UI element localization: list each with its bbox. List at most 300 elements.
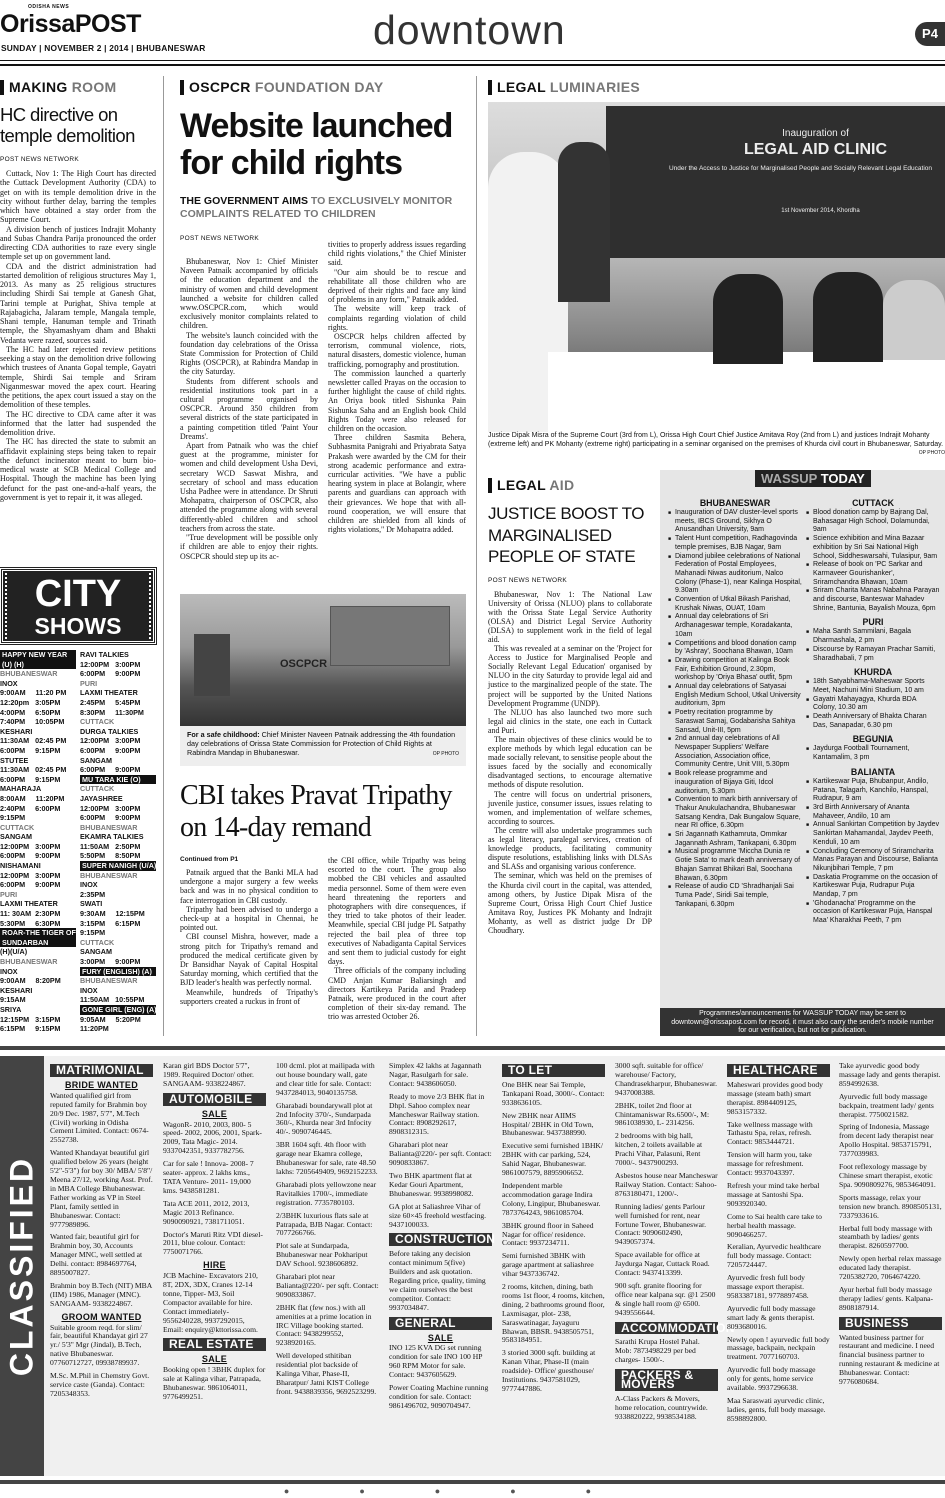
showtime-row: DURGA TALKIES — [80, 726, 139, 736]
showtime-row: 9:00AM 8:20PM — [0, 976, 61, 986]
city-heading: PURI — [862, 617, 884, 628]
city-heading: BHUBANESWAR — [699, 498, 771, 508]
event-item: ■ Gayatri Mahayagya, Khurda BDA Colony, 10.30 am — [806, 696, 940, 713]
section-tag-legal — [488, 80, 640, 95]
classified-rule — [0, 1046, 945, 1050]
event-item: ■ Competitions and blood donation camp by 'Ashray', Soochana Bhawan, 10am — [668, 640, 802, 657]
showtime-row: SANGAM — [80, 947, 112, 957]
paragraph: The main objectives of these clinics would be to explore methods by which legal education can be made socially relevant, to sensitise people about the issues faced by the socially and economically disadvantaged sections, to encourage alternative methods of dispute resolution. — [488, 735, 652, 790]
showtime-row: SUPER NANIGH (U/A) — [82, 861, 157, 871]
byline: POST NEWS NETWORK — [180, 235, 260, 242]
event-item: ■ Blood donation camp by Bajrang Dal, Bahasagar High School, Dolamundai, 9am — [806, 509, 940, 535]
paragraph: Tripathy had been advised to undergo a check-up at a hospital in Chennai, he pointed out. — [180, 904, 318, 933]
showtime-row: KESHARI — [0, 985, 33, 995]
paragraph: CBI counsel Mishra, however, made a strong pitch for Tripathy's remand and produced the medical certificate given by Dr Bansidhar Nayak of Capital Hospital Saturday morning, which certified that the BJD leader's health was perfectly normal. — [180, 932, 318, 988]
classified-section — [0, 1056, 945, 1476]
classified-column — [50, 1062, 153, 1403]
paragraph: tivities to properly address issues regarding child rights violations," the Chief Minister said. — [328, 240, 466, 268]
classified-category: CONSTRUCTION — [389, 1233, 492, 1246]
oscpcr-caption — [180, 726, 466, 766]
paragraph: "True development will be possible only if children are able to enjoy their rights. OSCPCR should step up its ac- — [180, 533, 318, 561]
city-heading: CUTTACK — [852, 498, 894, 508]
showtime-row: 6:00PM 9:00PM — [80, 669, 141, 679]
classified-ad: WagonR- 2010, 2003, 800- 5 speed- 2002, 2006, 2001, Spark- 2009, Tata Magic- 2014. 9337042351, 9337782756. — [163, 1119, 262, 1156]
classified-column — [163, 1062, 266, 1406]
showtime-row: 9:15AM — [0, 995, 26, 1005]
showtime-row: INOX — [0, 678, 18, 688]
article-headline: Website launched for child rights — [180, 107, 453, 182]
showtime-row: 9:15PM — [0, 813, 26, 823]
paragraph: Bhubaneswar, Nov 1: Chief Minister Naveen Patnaik accompanied by officials of the education department and the ministry of women and child development launched a website for children called www.OSCPCR.com, which would exclusively monitor complaints related to children. — [180, 257, 318, 331]
classified-ad: 2BHK, toilet 2nd floor at Chintamaniswar Rs.6500/-, M: 9861038930, L- 2314256. — [615, 1100, 710, 1128]
wassup-left-col — [668, 494, 802, 909]
showtime-row: BHUBANESWAR — [80, 976, 138, 986]
masthead-rule — [0, 60, 945, 61]
event-list — [806, 628, 940, 663]
classified-ad: Refresh your mind take herbal massage at Santoshi Spa. 9093920340. — [727, 1180, 820, 1208]
classified-ad: JCB Machine- Excavators 210, 8T, 2DX, 3DX, Cranes 12-14 tonne, Tipper- M3, Soil Compactor available for hire. Contact immediately- 9556240228, 9937292015, Email: enquiry@kttorissa.com. — [163, 1271, 258, 1334]
showtime-row: 12:15PM 3:15PM — [0, 1014, 61, 1024]
banner-line-3: Under the Access to Justice for Marginalised People and Socially Relevant Legal Education — [668, 165, 933, 172]
classified-ad: Ayurvedic full body massage smart lady & gents therapist. 8093680016. — [727, 1303, 816, 1331]
oscpcr-column-2 — [328, 240, 466, 535]
classified-subcategory: SALE — [201, 1108, 228, 1119]
showtime-row: HAPPY NEW YEAR — [0, 650, 76, 660]
person-figure — [713, 274, 783, 364]
classified-ad: 3000 sqft. suitable for office/ warehouse/ Factory, Chandrasekharpur, Bhubaneswar. 9437008388. — [615, 1061, 717, 1097]
event-item: ■ Annual day celebrations of Satyasai English Medium School, Utkal University auditorium, 3pm — [668, 683, 802, 709]
cbi-column-2 — [328, 856, 466, 1022]
classified-ad: Well developed sthitiban residential plot backside of Kalinga Vihar, Phase-II, Bharatpur/ Jatni KIST College front. 9438839356, 9692523299. — [276, 1351, 377, 1396]
showtimes-list-left — [0, 650, 76, 1034]
event-list — [668, 509, 802, 909]
classified-ad: Car for sale ! Innova- 2008- 7 seater- approx. 2 lakhs kms., TATA Venture- 2011- 19,000 kms. 9438581281. — [163, 1159, 254, 1195]
paragraph: CDA and the district administration had started demolition of religious structures May 1, 2013. As many as 25 religious structures including Shirdi Sai temple at Ganesh Ghat, Tarini temple at Purighat, Shiva temple at Rajabagicha, Jalaram temple, Mangala temple, Shani temple, Hanuman temple and Trinath temple, the Shyamashyam dham and Bhakti Vedanta were razed, sources said. — [0, 261, 156, 345]
banner-line-1: Inauguration of — [782, 128, 849, 139]
classified-ad: Gharabari plot near Balianta@220/- per sqft. Contact: 9090833867. — [389, 1140, 492, 1168]
tag-text-a: LEGAL — [497, 477, 550, 493]
classified-category: MATRIMONIAL — [50, 1064, 153, 1077]
classified-ad: Brahmin boy B.Tech (NIT) MBA (IIM) 1986, Manager (MNC). SANGAAM- 9338224867. — [50, 1280, 152, 1308]
classified-ad: Asbestos house near Mancheswar Railway Station. Contact: Sahoo- 8763180471, 1200/-. — [615, 1170, 718, 1198]
showtime-row: 3:15PM 6:15PM — [80, 918, 141, 928]
classified-ad: 3 storied 3000 sqft. building at Kanan Vihar, Phase-II (main roadside)- Office/ guesthouse/ Institutions. 9437581029, 9777447886. — [502, 1348, 596, 1393]
classified-ad: Keralian, Ayurvedic healthcare full body massage. Contact: 7205724447. — [727, 1242, 821, 1270]
classified-ad: INO 125 KVA DG set running condition for sale INO 100 HP 960 RPM Motor for sale. Contact: 9437605629. — [389, 1343, 483, 1380]
city-shows-box — [0, 568, 156, 1036]
classified-vertical-label — [0, 1056, 44, 1476]
caption-text: Chief Minister Naveen Patnaik addressing the 4th foundation day celebrations of Orissa State Commission for Protection of Child Rights at Rabindra Mandap in Bhubaneswar. — [187, 730, 456, 757]
classified-category: TO LET — [502, 1064, 605, 1077]
film-strip-icon — [5, 573, 11, 639]
showtime-row: MU TARA KIE (O) — [80, 775, 156, 785]
paragraph: The commission launched a quarterly newsletter called Prayas on the occasion to further highlight the cause of child rights. An Oriya book titled Sishunka Pain Sishunka Saha and an English book Child Rights Today were also released for children on the occasion. — [328, 368, 466, 434]
tag-text-b: FOUNDATION DAY — [254, 79, 384, 95]
oscpcr-column-1 — [180, 257, 318, 561]
event-item: ■ Death Anniversary of Bhakta Charan Das, Sanapadar, 6.30 pm — [806, 713, 940, 730]
banner-line-4: 1st November 2014, Khordha — [781, 208, 860, 214]
banner-line-2: LEGAL AID CLINIC — [743, 141, 888, 158]
wassup-right-col — [806, 494, 940, 926]
event-item: ■ Book release programme and inauguration of Bijaya Giti, Idcol auditorium, 5.30pm — [668, 770, 802, 796]
city-shows-title: CITY — [34, 573, 122, 615]
classified-ad: Ayurvedic full body massage only for gents, home service available. 9937296638. — [727, 1365, 816, 1393]
masthead-logo[interactable]: OrissaPOST — [0, 10, 141, 38]
caption-lead: For a safe childhood: — [187, 730, 260, 739]
event-item: ■ Jaydurga Football Tournament, Kantamalim, 3 pm — [806, 745, 940, 762]
photo-credit: OP PHOTO — [432, 751, 459, 757]
clinic-banner — [606, 106, 945, 258]
wassup-title-a: WASSUP — [761, 471, 821, 486]
article-body — [0, 169, 156, 502]
classified-ad: Ready to move 2/3 BHK flat in Dhpl. Sahoo complex near Mancheswar Railway station. Contact: 8908292617, 8908312315. — [389, 1091, 485, 1137]
city-shows-header — [0, 568, 156, 644]
classified-ad: Karan girl BDS Doctor 5'7", 1989. Required Doctor/ other. SANGAAM- 9338224867. — [163, 1061, 254, 1088]
classified-ad: Take wellness massage with Tathastu Spa, relax, refresh. Contact: 9853444721. — [727, 1119, 813, 1147]
showtime-row: 12:00PM 3:00PM — [80, 803, 141, 813]
event-item: ■ 'Ghodanacha' Programme on the occasion of Kartikeswar Puja, Hanspal Maa' Kharakhai Peeth, 7 pm — [806, 900, 940, 926]
event-item: ■ Release of audio CD 'Shradhanjali Sai Tuma Pade', Siridi Sai temple, Tankapani, 6.30pm — [668, 883, 802, 909]
wassup-title — [755, 470, 871, 487]
showtime-row: 12:00PM 3:00PM — [80, 659, 141, 669]
event-item: ■ Poetry recitation programme by Saraswat Samaj, Godabarisha Sahitya Sansad, Unit-III, 5pm — [668, 709, 802, 735]
classified-ad: Maheswari provides good body massage (steam bath) smart therapist. 8984409125, 9853157332. — [727, 1079, 823, 1116]
section-tag — [180, 80, 466, 95]
stage-backdrop — [330, 606, 450, 666]
event-item: ■ Sriram Charita Manas Nabahna Parayan and discourse, Banteswar Mahadev Shrine, Bantunia, Bayalish Mouza, 6pm — [806, 587, 940, 613]
column-divider — [476, 76, 477, 1036]
classified-ad: Gharabadi boundarywall plot at 2nd Infocity 370/-, Sundarpada 360/-, Khurda near 3rd Infocity 40/-. 9090746445. — [276, 1100, 373, 1137]
paragraph: The HC directive to CDA came after it was informed that the latter had suspended the demolition drive. — [0, 409, 156, 437]
wassup-footer: Programmes/announcements for WASSUP TODAY may be sent to downtown@orissapost.com for record, it must also carry the sender's mobile number for our verification, but not for publication. — [660, 1008, 945, 1036]
paragraph: The seminar, which was held on the premises of the Khurda civil court in the capital, was attended, among others, by Justice Dipak Misra of the Supreme Court, Orissa High Court Chief Justice Amitava Roy, Justices PK Mohanty and Indrajit Mohanty, as well as district judge Dr DP Choudhary. — [488, 871, 652, 935]
masthead-dateline: SUNDAY | NOVEMBER 2 | 2014 | BHUBANESWAR — [1, 43, 206, 53]
event-item: ■ Convention of Utkal Bikash Parishad, Krushak Niwas, OUAT, 10am — [668, 596, 802, 613]
event-item: ■ Kartikeswar Puja, Bhubanpur, Andilo, Patana, Talagarh, Kanchilo, Hanspal, Rudrapur, 9 am — [806, 778, 940, 804]
classified-column — [502, 1062, 605, 1398]
event-item: ■ Concluding Ceremony of Sriramcharita Manas Parayan and Discourse, Balianta Nikunjbihari Temple, 7 pm — [806, 848, 940, 874]
event-item: ■ Annual Sankirtan Competition by Jaydev Sankirtan Mahamandal, Jaydev Peeth, Kenduli, 10 am — [806, 821, 940, 847]
classified-ad: Space available for office at Jaydurga Nagar, Cuttack Road. Contact: 9437413399. — [615, 1250, 710, 1278]
classified-subcategory: BRIDE WANTED — [64, 1079, 139, 1090]
event-item: ■ Discourse by Ramayan Prachar Samiti, Sharadhabali, 7 pm — [806, 646, 940, 663]
showtime-row: JAYASHREE — [80, 793, 123, 803]
masthead — [0, 0, 945, 60]
city-heading: KHURDA — [853, 667, 893, 678]
page-number-badge: P4 — [915, 22, 945, 46]
classified-ad: M.Sc. M.Phil in Chemstry Govt. service caste (Ganda). Contact: 7205348353. — [50, 1371, 150, 1398]
classified-ad: Newly open herbal relax massage educated lady therapist. 7205382720, 7064674220. — [839, 1254, 942, 1282]
paragraph: Three children Sasmita Behera, Subhasmita Panigrahi and Priyabrata Satya Prakash were awarded by the CM for their strong academic performance and extra-curricular activities. "We have a public hearing system in place at Bolangir, where parents and guardians can approach with their grievances. We hope that with all-round cooperation, we will ensure that children are shielded from all kinds of rights violations," Dr Mohapatra added. — [328, 433, 466, 535]
showtime-row: 6:00PM 9:15PM — [0, 745, 61, 755]
showtime-row: 7:40PM 10:05PM — [0, 717, 65, 727]
paragraph: the CBI office, while Tripathy was being escorted to the court. The group also mobbed the CBI vehicles and assaulted media personnel. Some of them were even heard threatening the reporters and photographers with dire consequences, if they tried to take photos of their leader. Meanwhile, special CBI judge PL Satpathy rejected the bail plea of three top executives of Nabadiganta Capital Services and sent them to judicial custody for eight days. — [328, 856, 466, 967]
legal-aid-article — [488, 478, 652, 935]
paragraph: "Our aim should be to rescue and rehabilitate all those children who are deprived of their rights and face any kind of problems in any form," Patnaik added. — [328, 267, 466, 305]
showtime-row: 2:45PM 5:45PM — [80, 697, 141, 707]
showtimes-list-right — [80, 650, 156, 1034]
podium — [194, 634, 230, 696]
paragraph: Students from different schools and residential institutions took part in a cultural programme organised by OSCPCR. Around 350 children from several districts of the state participated in a painting competition titled 'Paint Your Dreams'. — [180, 376, 318, 441]
registration-marks — [0, 1486, 945, 1498]
paragraph: Apart from Patnaik who was the chief guest at the programme, minister for women and child development Usha Devi, secretary WCD Saswat Mishra, and secretary of school and mass education Usha Padhee were in attendance. Dr Shruti Mohapatra, chairperson of OSCPCR, also attended the programme along with several differently-abled children and school teachers from across the state. — [180, 441, 318, 533]
person-figure — [558, 142, 610, 302]
showtime-row: INOX — [80, 880, 98, 890]
classified-ad: Ayur herbal full body massage therapy ladies/ gents. Kalpana- 8908187914. — [839, 1284, 934, 1312]
logo-kicker: ODISHA NEWS — [28, 4, 70, 10]
showtime-row: SANGAM — [80, 755, 112, 765]
showtime-row: STUTEE — [0, 755, 29, 765]
event-list — [806, 678, 940, 730]
showtime-row: INOX — [80, 985, 98, 995]
legal-aid-clinic-photo — [488, 102, 945, 432]
classified-column — [839, 1062, 942, 1391]
classified-ad: 3BHK ground floor in Saheed Nagar for office/ residence. Contact: 9937234711. — [502, 1220, 594, 1248]
event-item: ■ Science exhibition and Mina Bazaar exhibition by Sri Sai National High School, Siddheswarsahi, Tulasipur, 9am — [806, 535, 940, 561]
cbi-headline: CBI takes Pravat Tripathy on 14-day remand — [180, 780, 452, 843]
showtime-row: CUTTACK — [0, 822, 35, 832]
classified-ad: Tension will harm you, take massage for refreshment. Contact: 9937043397. — [727, 1150, 812, 1178]
classified-subcategory: GROOM WANTED — [61, 1311, 142, 1322]
classified-ad: Simplex 42 lakhs at Jagannath Nagar, Rasulgarh for sale. Contact: 9438606050. — [389, 1061, 482, 1088]
dot-icon: ● — [434, 1486, 511, 1496]
event-item: ■ Release of book on 'PC Sarkar and Karmaveer Gourishanker', Sriramchandra Bhawan, 10am — [806, 561, 940, 587]
event-list — [806, 778, 940, 926]
classified-ad: Wanted business partner for restaurant and medicine. I need financial business partner to running restaurant & medicine at Bhubaneswar. Contact: 9776080684. — [839, 1332, 940, 1387]
event-item: ■ 3rd Birth Anniversary of Ananta Mahaveer, Andilo, 10 am — [806, 804, 940, 821]
byline: POST NEWS NETWORK — [488, 576, 568, 584]
tag-text-a: OSCPCR — [189, 79, 255, 95]
showtime-row: 3:00PM 9:00PM — [80, 957, 141, 966]
showtime-row: 11:30AM 02:45 PM — [0, 765, 67, 775]
showtime-row: SRIYA — [0, 1004, 22, 1014]
classified-column — [727, 1062, 830, 1428]
classified-label: CLASSIFIED — [3, 1155, 40, 1377]
showtime-row: (U) (H) — [0, 660, 76, 670]
event-item: ■ Musical programme 'Miccha Dunia re Gotie Sata' to mark death anniversary of Bhajan Samrat Bhikari Bal, Soochana Bhawan, 6.30pm — [668, 848, 802, 883]
showtime-row: (H)(U/A) — [0, 947, 28, 957]
showtime-row: SWATI — [80, 899, 103, 909]
event-item: ■ Inauguration of DAV cluster-level sports meets, IBCS Ground, Sikhya O Anusandhan University, 9am — [668, 509, 802, 535]
classified-ad: One BHK near Sai Temple, Tankapani Road, 3000/-. Contact: 9338636105. — [502, 1079, 605, 1107]
showtime-row: 6:00PM 9:00PM — [80, 765, 141, 775]
showtime-row: 6:00PM 9:00PM — [0, 880, 61, 890]
showtime-row: 9:00AM 11:20 PM — [0, 688, 67, 698]
table-cloth — [548, 352, 945, 432]
city-shows-subtitle: SHOWS — [34, 613, 122, 639]
classified-ad: Foot reflexology massage by Chinese smart therapist, exotic Spa. 9090809276, 9853464091. — [839, 1162, 936, 1189]
showtime-row: CUTTACK — [80, 717, 115, 727]
event-list — [806, 509, 940, 613]
classified-ad: 2BHK flat (few nos.) with all amenities at a prime location in IRC Village booking started. Contact: 9438299552, 9238920165. — [276, 1302, 372, 1348]
article-headline: JUSTICE BOOST TO MARGINALISED PEOPLE OF STATE — [488, 504, 645, 566]
photo-credit: OP PHOTO — [918, 450, 945, 457]
event-item: ■ Sri Jagannath Kathamruta, Ommkar Jagannath Ashram, Tankapani, 6.30pm — [668, 831, 802, 848]
classified-category: AUTOMOBILE — [163, 1093, 266, 1106]
classified-ad: Wanted Khandayat beautiful girl qualified below 26 years (height 5'2"-5'3") for boy 30/ MBA/ 5'8"/ Meena 27/12, working Asst. Prof. in MBA College Bhubaneswar. Father working as VP in Steel Plant, family settled in Bhubaneswar. Contact: 9777989896. — [50, 1148, 153, 1229]
classified-ad: 2/3BHK luxurious flats sale at Patrapada, BJB Nagar. Contact: 7077266766. — [276, 1210, 373, 1238]
classified-column — [389, 1061, 496, 1415]
paragraph: The website's launch coincided with the foundation day celebrations of the Orissa State Commission for Protection of Child Rights (OSCPCR), at Rabindra Mandap in the city Saturday. — [180, 330, 318, 377]
classified-ad: Herbal full body massage with steambath by ladies/ gents therapist. 8260597700. — [839, 1223, 933, 1251]
footer-rule — [0, 1480, 945, 1484]
showtime-row: 11:50AM 2:50PM — [80, 841, 141, 851]
paragraph: The centre will focus on undertrial prisoners, juvenile justice, consumer issues, issues relating to women, and implementation of welfare schemes, according to sources. — [488, 789, 652, 826]
showtime-row: 12:00PM 3:00PM — [0, 841, 61, 851]
classified-ad: Gharabadi plots yellowzone near Ravitalkies 1700/-, immediate registration. 7735780103. — [276, 1179, 377, 1207]
caption-text: Justice Dipak Misra of the Supreme Court (3rd from L), Orissa High Court Chief Justice Amitava Roy (2nd from L) and justices Indrajit Mohanty (extreme left) and PK Mohanty (extreme right) participating in a seminar organised on the premises of Khurda civil court in Bhubaneswar, Saturday. — [488, 432, 944, 448]
classified-column — [615, 1061, 735, 1426]
showtime-row: 9:05AM 5:20PM — [80, 1014, 141, 1024]
column-divider — [163, 76, 164, 1036]
showtime-row: KESHARI — [0, 726, 33, 736]
paragraph: The HC has directed the state to submit an affidavit explaining steps being taken to repair the defunct incinerator meant to burn bio-medical waste at SCB Medical College and Hospital. Though the machine has been lying defunct for the past one-and-a-half years, the government is yet to repair it, it was alleged. — [0, 437, 156, 502]
showtime-row: 12:00PM 3:00PM — [0, 870, 61, 880]
showtime-row: 8:00AM 11:20PM — [0, 793, 65, 803]
dot-icon: ● — [283, 1486, 360, 1496]
classified-ad: Wanted fair, beautiful girl for Brahmin boy, 30, Accounts Manager MNC, well settled at Delhi. contact: 8984697764, 8895007827. — [50, 1232, 143, 1278]
paragraph: This was revealed at a seminar on the 'Project for Access to Justice for Marginalised People and Socially Relevant Legal Education' organised by NLUO in the city Saturday to provide legal aid and justice to the marginalized people of the state. The project will be supported by the United Nations Development Programme (UNDP). — [488, 644, 652, 708]
classified-ad: 2 bedrooms with big hall, kitchen, 2 toilets available at Prachi Vihar, Palasuni, Rent 7000/-. 9437900293. — [615, 1131, 703, 1168]
classified-category: GENERAL — [389, 1317, 492, 1330]
classified-ad: Ayurvedic fresh full body massage export therapist. 9583387181, 9778897458. — [727, 1273, 809, 1300]
showtime-row: INOX — [0, 966, 18, 976]
showtime-row: 11: 30AM 2:30PM — [0, 909, 61, 919]
classified-ad: Gharabari plot near Balianta@220/- per sqft. Contact: 9090833867. — [276, 1272, 379, 1299]
classified-ad: Two BHK apartment flat at Kedar Gouri Apartment, Bhubaneswar. 9938998082. — [389, 1170, 474, 1198]
showtime-row: PURI — [80, 678, 98, 688]
classified-subcategory: HIRE — [203, 1260, 226, 1271]
dot-icon: ● — [359, 1486, 435, 1496]
classified-ad: Tata ACE 2011, 2012, 2013, Magic 2013 Refinance. 9090090921, 7381711051. — [163, 1198, 250, 1226]
cbi-column-1 — [180, 868, 318, 1006]
showtime-row: 5:30PM 6:30PM — [0, 918, 61, 928]
city-heading: BALIANTA — [850, 766, 896, 777]
showtime-row: MAHARAJA — [0, 784, 42, 794]
showtime-row: NISHAMANI — [0, 861, 41, 871]
oscpcr-article — [180, 80, 466, 242]
showtime-row: FURY (ENGLISH) (A) — [80, 967, 156, 977]
classified-ad: Power Coating Machine running condition for sale. Contact: 9861496702, 9090704947. — [389, 1383, 489, 1410]
film-strip-icon — [145, 573, 151, 639]
tag-text-a: MAKING — [9, 79, 72, 95]
showtime-row: 9:30AM 12:15PM — [80, 909, 145, 919]
subhead-a: THE GOVERNMENT AIMS — [180, 195, 311, 207]
classified-ad: Executive semi furnished 1BHK/ 2BHK with car parking, 524, Sahid Nagar, Bhubaneswar. 9861007579, 8895906652. — [502, 1141, 604, 1178]
showtime-row: 6:00PM 9:00PM — [0, 851, 61, 861]
showtime-row: 4:00PM 6:50PM — [0, 707, 61, 717]
showtime-row: SANGAM — [0, 832, 32, 842]
legal-caption — [488, 432, 945, 458]
paragraph: OSCPCR helps children affected by terrorism, communal violence, riots, natural disasters, domestic violence, human trafficking, pornography and prostitution. — [328, 332, 466, 369]
paragraph: Three officials of the company including CMD Anjan Kumar Baliarsingh and directors Kartikeya Parida and Pradeep Patnaik, were produced in the court after completion of their six-day remand. The trio was arrested October 26. — [328, 966, 466, 1022]
classified-ad: New 2BHK near AIIMS Hospital/ 2BHK in Old Town, Bhubaneswar. 9437388990. — [502, 1110, 594, 1138]
byline: POST NEWS NETWORK — [0, 156, 80, 163]
classified-ad: Wanted qualified girl from reputed family for Brahmin boy 20/9 Dec. 1987, 5'7", M.Tech (Civil) working in Odisha Cement Limited. Contact: 0674- 2552738. — [50, 1090, 149, 1145]
person-figure — [813, 272, 883, 362]
showtime-row: EKAMRA TALKIES — [80, 832, 144, 842]
wassup-title-b: TODAY — [820, 471, 865, 486]
classified-ad: GA plot at Saliashree Vihar of size 60×45 freehold westfacing. 9437100033. — [389, 1201, 487, 1229]
event-item: ■ 18th Satyabhama-Maheswar Sports Meet, Nachuni Mini Stadium, 10 am — [806, 678, 940, 695]
oscpcr-photo — [180, 594, 466, 726]
classified-ad: Newly open ! ayurvedic full body massage, backpain, neckpain treatment. 7077160703. — [727, 1334, 830, 1362]
classified-column — [276, 1062, 379, 1401]
classified-ad: Suitable groom reqd. for slim/ fair, beautiful Khandayat girl 27 yr./ 5'3" Mgr (Jindal), B.Tech, native Bhubaneswar. 07760712727, 09938789937. — [50, 1322, 148, 1368]
classified-category: PACKERS & MOVERS — [615, 1369, 718, 1391]
tag-text-b: LUMINARIES — [549, 79, 641, 95]
showtime-row: SUNDARBAN — [0, 938, 76, 948]
showtime-row: 2:40PM 6:00PM — [0, 803, 61, 813]
classified-ad: Independent marble accommodation garage Indira Colony, Lingipur, Bhubaneswar. 7873764243, 9861085704. — [502, 1180, 601, 1217]
showtime-row: 8:30PM 11:30PM — [80, 707, 144, 717]
paragraph: Cuttack, Nov 1: The High Court has directed the Cuttack Development Authority (CDA) to get on with its temple demolition drive in the city without further delay, barring the temples which have obtained a stay order from the Supreme Court. — [0, 169, 156, 225]
paragraph: The HC had later rejected review petitions seeking a stay on the demolition drive following which trustees of Ananta Gopal temple, Gayatri temple, Shirdi Sai temple and Sriram Niganmeswar moved the apex court. Hearing the petitions, the apex court issued a stay on the demolition of these temples. — [0, 344, 156, 410]
dot-icon: ● — [585, 1486, 662, 1496]
showtime-row: BHUBANESWAR — [0, 957, 58, 966]
dot-icon: ● — [510, 1486, 586, 1496]
classified-ad: Come to Sai health care take to herbal health massage. 9090466257. — [727, 1211, 822, 1239]
showtime-row: 11:20PM — [80, 1024, 109, 1034]
classified-ad: 2 rooms, kitchen, dining, bath rooms 1st floor, 4 rooms, kitchen, dining, 2 bathrooms ground floor, Laxmisagar, plot- 238, Saraswatinagar, Jayaguru Bhawan, BBSR. 9438505751, 9583184951. — [502, 1282, 605, 1345]
showtime-row: 11:50AM 10:55PM — [80, 995, 145, 1005]
classified-ad: A-Class Packers & Movers, home relocation, countrywide. 9338820222, 9938534188. — [615, 1394, 708, 1421]
classified-subcategory: SALE — [427, 1332, 454, 1343]
making-room-article — [0, 80, 156, 502]
classified-ad: Ayurvedic full body massage backpain, treatment lady/ gents therapist. 7750021582. — [839, 1091, 934, 1119]
event-item: ■ Maha Santh Sammilani, Bagala Dharmashala, 2 pm — [806, 628, 940, 645]
classified-ad: Running ladies/ gents Parlour well furnished for rent, near Fortune Tower, Bhubaneswar. Contact: 9090602490, 9439057374. — [615, 1201, 706, 1247]
continued-from: Continued from P1 — [180, 856, 239, 863]
paragraph: Bhubaneswar, Nov 1: The National Law University of Orissa (NLUO) plans to collaborate with the Orissa State Legal Service Authority (OLSA) and District Legal Service Authority (DLSA) to supplement work in the field of legal aid. — [488, 589, 652, 644]
tag-text-b: AID — [549, 477, 575, 493]
masthead-rule-2 — [0, 64, 945, 66]
classified-ad: Spring of Indonesia, Massage from decent lady therapist near Apollo Hospital. 9853715791, 7377039983. — [839, 1122, 934, 1159]
showtime-row: GONE GIRL (ENG) (A) — [82, 1004, 157, 1014]
section-tag — [488, 478, 652, 493]
subhead-b: TO EXCLUSIVELY MONITOR COMPLAINTS RELATED TO CHILDREN — [180, 195, 453, 220]
event-item: ■ Diamond jubilee celebrations of National Federation of Postal Employees, Mahanadi Niwas auditorium, Nalco Colony (Phase-1), near Kalinga Hospital, 9.30am — [668, 553, 802, 597]
showtime-row: LAXMI THEATER — [80, 688, 138, 698]
showtime-row: ROAR-THE TIGER OF — [2, 928, 76, 938]
showtime-row: 12:20pm 3:05PM — [0, 697, 61, 707]
showtime-row: 6:00PM 9:00PM — [80, 813, 141, 823]
event-item: ■ 2nd annual day celebrations of All Newspaper Suppliers' Welfare Association, Association office, Community Centre, Unit VIII, 5.30pm — [668, 735, 802, 770]
event-item: ■ Convention to mark birth anniversary of Thakur Anukulachandra, Bhubaneswar Satsang Kendra, Dak Bungalow Square, near RI office, 6.30pm — [668, 796, 802, 831]
banner-label: OSCPCR — [280, 658, 328, 670]
paragraph: The NLUO has also launched two more such legal aid clinics in the state, one each in Cuttack and Puri. — [488, 707, 652, 735]
city-heading: BEGUNIA — [852, 734, 894, 745]
event-item: ■ Drawing competition at Kalinga Book Fair, Exhibition Ground, 2.30pm, workshop by 'Oriya Bhasa' outfit, 5pm — [668, 657, 802, 683]
classified-ad: 100 dcml. plot at mailipada with out house boundary wall, gate and clear title for sale. Contact: 9437284013, 9040135758. — [276, 1061, 375, 1097]
classified-category: ACCOMMODATION — [615, 1322, 718, 1335]
wassup-today-box — [660, 470, 945, 1036]
showtime-row: 2:35PM — [80, 889, 106, 899]
section-tag — [0, 80, 156, 95]
classified-ad: Sports massage, relax your tension new branch. 8908505131, 7337933616. — [839, 1192, 942, 1220]
showtime-row: PURI — [0, 889, 18, 899]
classified-ad: 3BR 1604 sqft. 4th floor with garage near Ekamra college, Bhubaneswar for sale, rate 48.50 lakhs: 7205649409, 9692152233. — [276, 1140, 378, 1176]
classified-category: HEALTHCARE — [727, 1064, 830, 1077]
showtime-row: 6:15PM 9:15PM — [0, 1024, 61, 1034]
classified-ad: Maa Saraswati ayurvedic clinic, ladies, gents, full body massage. 8598892800. — [727, 1396, 826, 1423]
showtime-row: 12:00PM 3:00PM — [80, 736, 141, 746]
showtime-row: LAXMI THEATER — [0, 899, 58, 909]
article-body — [488, 590, 652, 936]
showtime-row: 11:30AM 02:45 PM — [0, 736, 67, 746]
showtime-row: BHUBANESWAR — [0, 669, 58, 679]
paragraph: Meanwhile, hundreds of Tripathy's supporters created a ruckus in front of — [180, 987, 318, 1006]
